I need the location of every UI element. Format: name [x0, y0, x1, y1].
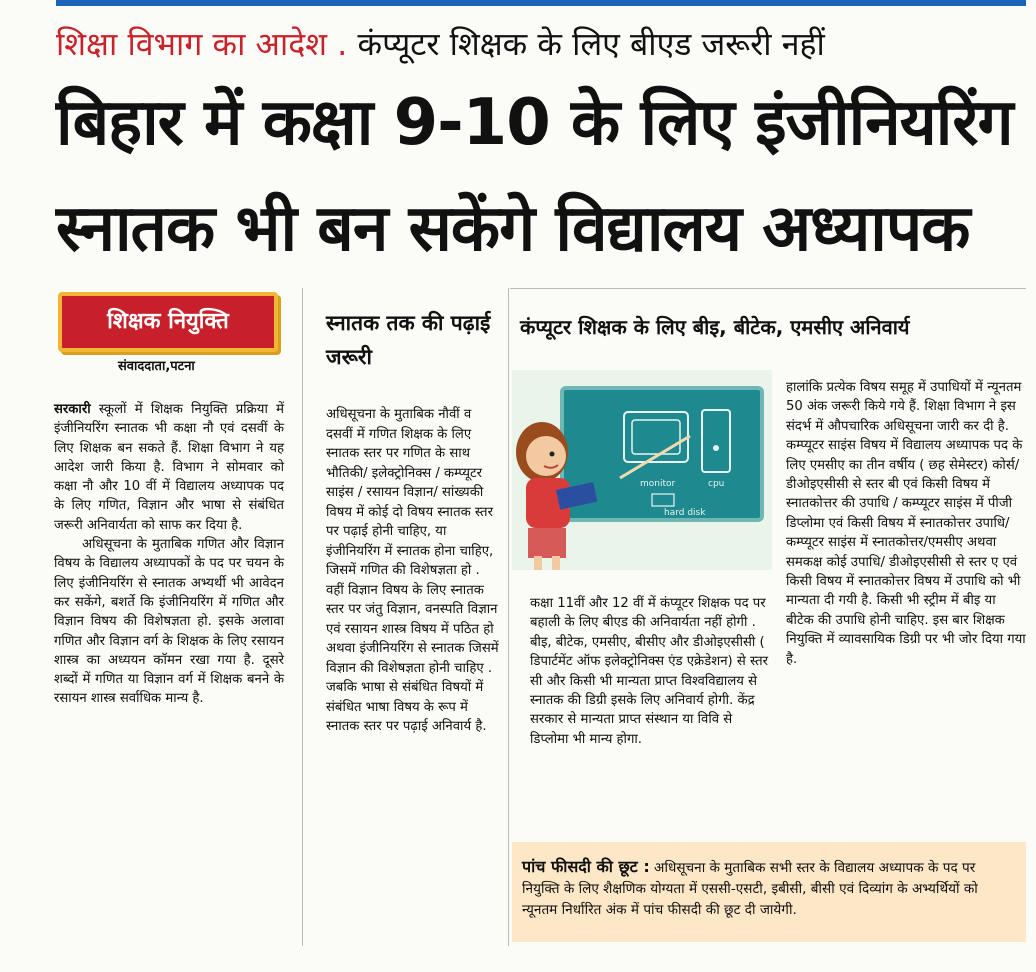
- column-1-paragraph-2: अधिसूचना के मुताबिक गणित और विज्ञान विषय के विद्यालय अध्यापकों के पद पर चयन के लिए इंजीनियरिंग से स्नातक अभ्यर्थी भी आवेदन कर सकेंगे, बशर्ते कि इंजीनियरिंग में गणित और विज्ञान विषय की विशेषज्ञता हो. इसके अलावा गणित और विज्ञान वर्ग के शिक्षक के लिए रसायन शास्त्र का अध्ययन कॉमन रखा गया है. दूसरे शब्दों में गणित या विज्ञान वर्ग में शिक्षक बनने के रसायन शास्त्र सर्वाधिक मान्य है.: [54, 537, 284, 707]
- column-2-paragraph: अधिसूचना के मुताबिक नौवीं व दसवीं में गणित शिक्षक के लिए स्नातक स्तर पर गणित के साथ भौतिकी/ इलेक्ट्रोनिक्स / कम्प्यूटर साइंस / रसायन विज्ञान/ सांख्यकी विषय में कोई दो विषय स्नातक स्तर पर पढ़ाई होनी चाहिए, या इंजीनियरिंग में स्नातक होना चाहिए, जिसमें गणित की विशेषज्ञता हो . वहीं विज्ञान विषय के लिए स्नातक स्तर पर जंतु विज्ञान, वनस्पति विज्ञान एवं रसायन शास्त्र विषय में पठित हो अथवा इंजीनियरिंग से स्नातक जिसमें विज्ञान की विशेषज्ञता होनी चाहिए . जबकि भाषा से संबंधित विषयों में संबंधित भाषा विषय के रूप में स्नातक स्तर पर पढ़ाई अनिवार्य है.: [326, 407, 499, 734]
- article-column-2: [326, 405, 501, 737]
- teacher-illustration: [512, 370, 772, 570]
- top-rule: [56, 0, 1026, 6]
- article-column-1: [54, 400, 284, 709]
- article-column-4: [786, 378, 1026, 669]
- column-2-subhead: स्नातक तक की पढ़ाई जरूरी: [326, 311, 491, 369]
- byline: संवाददाता,पटना: [118, 359, 195, 374]
- column-3-paragraph: कक्षा 11वीं और 12 वीं में कंप्यूटर शिक्षक पद पर बहाली के लिए बीएड की अनिवार्यता नहीं होगी . बीइ, बीटेक, एमसीए, बीसीए और डीओइएसीसी ( डिपार्टमेंट ऑफ इलेक्ट्रोनिक्स एंड एक्रेडेशन) से स्तर सी और किसी भी मान्यता प्राप्त विश्वविद्यालय से स्नातक की डिग्री इसके लिए अनिवार्य होगी. केंद्र सरकार से मान्यता प्राप्त संस्थान या विवि से डिप्लोमा भी मान्य होगा.: [530, 596, 768, 747]
- headline-line-2: स्नातक भी बन सकेंगे विद्यालय अध्यापक: [56, 192, 970, 266]
- monitor-label: monitor: [640, 479, 676, 489]
- kicker-separator: .: [327, 25, 358, 63]
- lead-word: सरकारी: [54, 402, 91, 417]
- cpu-label: cpu: [708, 479, 725, 489]
- relaxation-box: [512, 842, 1026, 942]
- column-4-paragraph: हालांकि प्रत्येक विषय समूह में उपाधियों में न्यूनतम 50 अंक जरूरी किये गये हैं. शिक्षा विभाग ने इस संदर्भ में औपचारिक अधिसूचना जारी कर दी है. कम्प्यूटर साइंस विषय में विद्यालय अध्यापक पद के लिए एमसीए का तीन वर्षीय ( छह सेमेस्टर) कोर्स/ डीओइएसीसी से स्तर बी एवं किसी विषय में स्नातकोत्तर की उपाधि / कम्प्यूटर साइंस में पीजी डिप्लोमा एवं किसी विषय में स्नातकोत्तर उपाधि/ कम्प्यूटर साइंस में स्नातकोत्तर/एमसीए अथवा समकक्ष कोई उपाधि/ डीओइएसीसी से स्तर ए एवं किसी विषय में स्नातकोत्तर विषय में उपाधि को भी मान्यता दी गयी है. किसी भी स्ट्रीम में बीइ या बीटेक की उपाधि होनी चाहिए. इस बार शिक्षक नियुक्ति में व्यावसायिक डिग्री पर भी जोर दिया गया है.: [786, 380, 1026, 667]
- relaxation-box-head: पांच फीसदी की छूट :: [522, 857, 650, 876]
- column-divider-2: [508, 288, 509, 946]
- column-1-paragraph-1: स्कूलों में शिक्षक नियुक्ति प्रक्रिया में इंजीनियरिंग स्नातक भी कक्षा नौ एवं दसवीं के लिए शिक्षक बन सकते हैं. शिक्षा विभाग ने यह आदेश जारी किया है. विभाग ने सोमवार को कक्षा नौ और 10 वीं में विद्यालय अध्यापक पद के लिए गणित, विज्ञान और भाषा से संबंधित जरूरी अनिवार्यता को साफ कर दिया है.: [54, 402, 284, 533]
- section-rule: [510, 288, 1026, 289]
- disk-label: hard disk: [664, 508, 706, 518]
- headline-line-1: बिहार में कक्षा 9-10 के लिए इंजीनियरिंग: [56, 86, 1013, 160]
- relaxation-box-text: अधिसूचना के मुताबिक सभी स्तर के विद्यालय अध्यापक के पद पर नियुक्ति के लिए शैक्षणिक योग्यता में एससी-एसटी, इबीसी, बीसी एवं दिव्यांग के अभ्यर्थियों को न्यूनतम निर्धारित अंक में पांच फीसदी की छूट दी जायेगी.: [522, 860, 978, 918]
- section-badge: [58, 292, 278, 352]
- section-badge-label: शिक्षक नियुक्ति: [107, 309, 229, 334]
- article-column-3: [530, 594, 770, 749]
- kicker-topic: शिक्षा विभाग का आदेश: [56, 25, 327, 63]
- column-divider-1: [302, 288, 303, 946]
- column-3-subhead: कंप्यूटर शिक्षक के लिए बीइ, बीटेक, एमसीए अनिवार्य: [520, 315, 910, 339]
- kicker-subtitle: कंप्यूटर शिक्षक के लिए बीएड जरूरी नहीं: [357, 25, 825, 63]
- teacher-blackboard-image: [512, 370, 772, 570]
- kicker-line: [56, 22, 1036, 66]
